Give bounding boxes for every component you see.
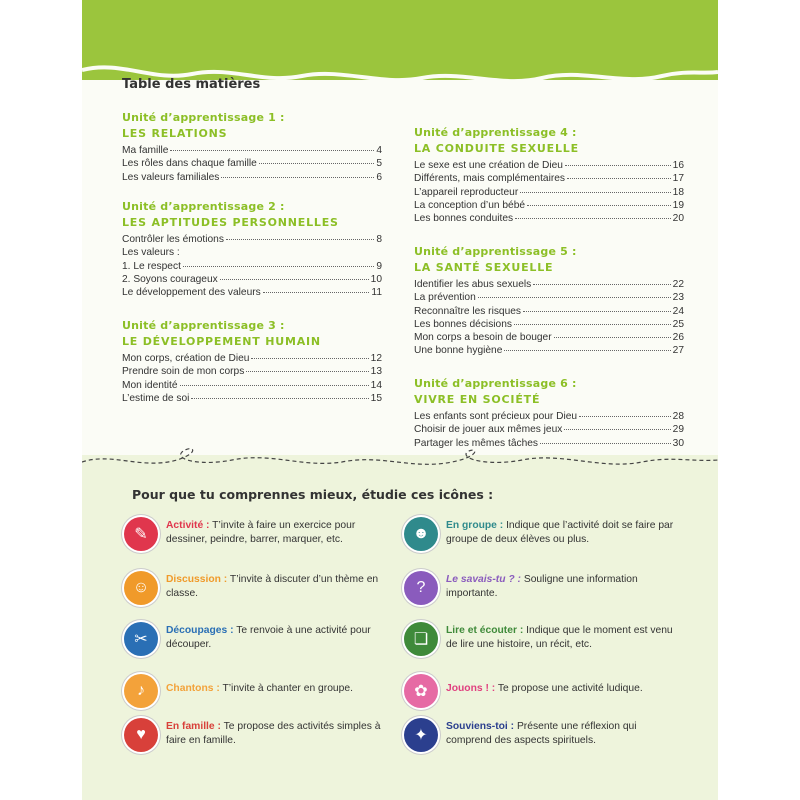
toc-entry-page: 30 — [672, 437, 684, 449]
toc-entry-page: 6 — [376, 171, 382, 183]
play-icon: ✿ — [404, 674, 438, 708]
leader-dots — [565, 165, 671, 166]
unit-title: LE DÉVELOPPEMENT HUMAIN — [122, 335, 321, 348]
unit-3 — [122, 319, 382, 405]
legend-desc: T’invite à faire un exercice pour dessiner, peindre, barrer, marquer, etc. — [166, 520, 356, 545]
legend-desc: T’invite à chanter en groupe. — [219, 683, 353, 694]
toc-entry[interactable] — [414, 437, 684, 450]
legend-desc: Présente une réflexion qui comprend des aspects spirituels. — [446, 721, 637, 746]
toc-entry-text: La prévention — [414, 292, 476, 304]
unit-item-list — [122, 352, 382, 405]
leader-dots — [220, 279, 369, 280]
unit-5 — [414, 245, 684, 358]
toc-entry-text: Le sexe est une création de Dieu — [414, 160, 563, 171]
legend-name: Activité : — [166, 520, 210, 531]
legend-desc: Te propose une activité ludique. — [495, 683, 643, 694]
toc-entry-text: Contrôler les émotions — [122, 234, 224, 245]
toc-entry-text: Une bonne hygiène — [414, 345, 503, 357]
leader-dots — [226, 239, 374, 240]
legend-name: Lire et écouter : — [446, 625, 524, 636]
toc-entry-text: Ma famille — [122, 145, 169, 156]
legend-souviens-toi — [404, 718, 676, 752]
leader-dots — [579, 416, 671, 417]
toc-entry-text: Partager les mêmes tâches — [414, 437, 539, 449]
unit-label: Unité d’apprentissage 1 : — [122, 111, 285, 124]
toc-entry[interactable] — [122, 260, 382, 273]
toc-entry-page: 18 — [672, 186, 684, 198]
leader-dots — [523, 311, 671, 312]
leader-dots — [554, 337, 671, 338]
toc-entry-text: Le développement des valeurs — [122, 287, 261, 299]
legend-text — [446, 718, 676, 748]
toc-entry-text: Les valeurs : — [122, 247, 180, 259]
toc-entry-text: 1. Le respect — [122, 260, 181, 272]
toc-entry-page: 27 — [672, 345, 684, 357]
toc-entry-text: L’estime de soi — [122, 392, 190, 404]
toc-entry[interactable] — [414, 278, 684, 291]
toc-entry[interactable] — [414, 199, 684, 212]
top-wave-decoration — [82, 40, 718, 110]
unit-label: Unité d’apprentissage 2 : — [122, 200, 285, 213]
toc-entry-page: 15 — [370, 392, 382, 404]
toc-entry-text: Mon identité — [122, 379, 178, 391]
toc-entry-text: Les valeurs familiales — [122, 171, 220, 183]
toc-entry-page: 5 — [376, 158, 382, 170]
toc-entry-page: 26 — [672, 332, 684, 344]
toc-entry[interactable] — [122, 379, 382, 392]
toc-entry[interactable] — [414, 159, 684, 172]
toc-entry-text: Les bonnes décisions — [414, 318, 512, 330]
toc-entry-text: Les enfants sont précieux pour Dieu — [414, 411, 578, 422]
leader-dots — [183, 266, 374, 267]
legend-lire-et-ecouter — [404, 622, 676, 656]
legend-text — [166, 517, 392, 547]
legend-text — [446, 622, 676, 652]
toc-entry[interactable] — [122, 273, 382, 286]
leader-dots — [221, 177, 374, 178]
legend-name: Chantons : — [166, 683, 220, 694]
toc-entry[interactable] — [414, 344, 684, 357]
legend-name: Le savais-tu ? : — [446, 574, 521, 585]
legend-jouons — [404, 674, 676, 708]
toc-entry[interactable] — [414, 305, 684, 318]
legend-text — [166, 571, 392, 601]
toc-entry[interactable] — [414, 318, 684, 331]
toc-entry[interactable] — [414, 423, 684, 436]
toc-entry[interactable] — [122, 233, 382, 246]
toc-entry-page: 25 — [672, 318, 684, 330]
toc-entry-text: Choisir de jouer aux mêmes jeux — [414, 424, 563, 436]
unit-item-list — [414, 159, 684, 225]
toc-entry-page: 19 — [672, 199, 684, 211]
unit-label: Unité d’apprentissage 6 : — [414, 377, 577, 390]
legend-text — [166, 674, 353, 696]
thinking-child-icon: ✦ — [404, 718, 438, 752]
toc-entry-page: 12 — [370, 353, 382, 364]
unit-title: VIVRE EN SOCIÉTÉ — [414, 393, 541, 406]
pencil-icon: ✎ — [124, 517, 158, 551]
legend-text — [446, 517, 676, 547]
legend-text — [446, 571, 676, 601]
toc-entry-page: 29 — [672, 424, 684, 436]
toc-entry-page: 4 — [376, 145, 382, 156]
legend-en-groupe — [404, 517, 676, 551]
leader-dots — [520, 192, 670, 193]
toc-entry[interactable] — [414, 186, 684, 199]
toc-title: Table des matières — [122, 77, 261, 92]
legend-discussion — [124, 571, 392, 605]
leader-dots — [478, 297, 671, 298]
unit-label: Unité d’apprentissage 3 : — [122, 319, 285, 332]
unit-title: LES RELATIONS — [122, 127, 228, 140]
page-margin-left — [0, 0, 82, 800]
question-icon: ? — [404, 571, 438, 605]
legend-desc: Te renvoie à une activité pour découper. — [166, 625, 371, 650]
legend-name: Discussion : — [166, 574, 228, 585]
toc-entry[interactable] — [414, 212, 684, 225]
legend-text — [166, 718, 392, 748]
toc-entry[interactable] — [122, 171, 382, 184]
legend-text — [166, 622, 392, 652]
legend-chantons — [124, 674, 392, 708]
leader-dots — [564, 429, 670, 430]
toc-entry-text: 2. Soyons courageux — [122, 273, 218, 285]
book-icon: ❏ — [404, 622, 438, 656]
toc-entry-text: Reconnaître les risques — [414, 305, 522, 317]
unit-title: LA CONDUITE SEXUELLE — [414, 142, 579, 155]
leader-dots — [251, 358, 368, 359]
unit-title: LA SANTÉ SEXUELLE — [414, 261, 554, 274]
toc-entry[interactable] — [122, 392, 382, 405]
legend-desc: Indique que l’activité doit se faire par groupe de deux élèves ou plus. — [446, 520, 674, 545]
toc-entry-text: Les rôles dans chaque famille — [122, 158, 257, 170]
toc-entry-page: 11 — [371, 287, 382, 299]
leader-dots — [259, 163, 375, 164]
scissors-icon: ✂ — [124, 622, 158, 656]
legend-name: Jouons ! : — [446, 683, 496, 694]
legend-name: Découpages : — [166, 625, 234, 636]
leader-dots — [191, 398, 368, 399]
unit-item-list — [122, 233, 382, 299]
toc-entry[interactable] — [122, 144, 382, 157]
singing-icon: ♪ — [124, 674, 158, 708]
legend-desc: Souligne une information importante. — [446, 574, 638, 599]
toc-entry[interactable] — [414, 172, 684, 185]
toc-entry-page: 22 — [672, 279, 684, 290]
leader-dots — [567, 178, 671, 179]
leader-dots — [263, 292, 370, 293]
toc-entry-page: 14 — [370, 379, 382, 391]
legend-text — [446, 674, 643, 696]
toc-entry-text: Mon corps, création de Dieu — [122, 353, 250, 364]
legend-name: En groupe : — [446, 520, 504, 531]
toc-entry-page: 20 — [672, 213, 684, 225]
toc-entry-text: Les bonnes conduites — [414, 213, 514, 225]
toc-entry[interactable] — [414, 331, 684, 344]
unit-label: Unité d’apprentissage 5 : — [414, 245, 577, 258]
family-icon: ♥ — [124, 718, 158, 752]
legend-desc: Indique que le moment est venu de lire une histoire, un récit, etc. — [446, 625, 673, 650]
unit-6 — [414, 377, 684, 450]
unit-1 — [122, 111, 382, 184]
leader-dots — [515, 218, 671, 219]
toc-entry-page: 28 — [672, 411, 684, 422]
toc-entry-text: Prendre soin de mon corps — [122, 366, 245, 378]
unit-item-list — [414, 410, 684, 450]
leader-dots — [170, 150, 374, 151]
toc-entry[interactable] — [122, 365, 382, 378]
toc-entry-text: Identifier les abus sexuels — [414, 279, 532, 290]
legend-desc: Te propose des activités simples à faire en famille. — [166, 721, 381, 746]
unit-4 — [414, 126, 684, 225]
toc-entry-text: Différents, mais complémentaires — [414, 173, 565, 185]
legend-name: Souviens-toi : — [446, 721, 515, 732]
leader-dots — [246, 371, 368, 372]
leader-dots — [540, 443, 671, 444]
toc-entry-page: 13 — [370, 366, 382, 378]
legend-name: En famille : — [166, 721, 221, 732]
legend-decoupages — [124, 622, 392, 656]
toc-entry[interactable] — [122, 352, 382, 365]
toc-entry-page: 17 — [672, 173, 684, 185]
unit-title: LES APTITUDES PERSONNELLES — [122, 216, 339, 229]
toc-entry[interactable] — [414, 410, 684, 423]
children-icon: ☺ — [124, 571, 158, 605]
unit-label: Unité d’apprentissage 4 : — [414, 126, 577, 139]
toc-entry-text: L’appareil reproducteur — [414, 186, 519, 198]
toc-entry[interactable] — [122, 286, 382, 299]
toc-entry-page: 16 — [672, 160, 684, 171]
unit-2 — [122, 200, 382, 299]
toc-entry-page: 9 — [376, 260, 382, 272]
unit-item-list — [122, 144, 382, 184]
legend-activite — [124, 517, 392, 551]
toc-entry-page: 24 — [672, 305, 684, 317]
toc-entry-page: 23 — [672, 292, 684, 304]
toc-entry-text: La conception d’un bébé — [414, 199, 526, 211]
page-margin-right — [718, 0, 800, 800]
toc-entry-text: Mon corps a besoin de bouger — [414, 332, 552, 344]
legend-desc: T’invite à discuter d’un thème en classe. — [166, 574, 379, 599]
toc-entry-page: 8 — [376, 234, 382, 245]
toc-entry-page: 10 — [370, 273, 382, 285]
toc-entry[interactable] — [414, 291, 684, 304]
leader-dots — [504, 350, 670, 351]
leader-dots — [514, 324, 671, 325]
toc-entry — [122, 246, 382, 259]
leader-dots — [533, 284, 670, 285]
legend-le-savais-tu — [404, 571, 676, 605]
toc-entry[interactable] — [122, 157, 382, 170]
leader-dots — [180, 385, 369, 386]
unit-item-list — [414, 278, 684, 358]
leader-dots — [527, 205, 671, 206]
icons-legend-title: Pour que tu comprennes mieux, étudie ces icônes : — [132, 487, 494, 502]
legend-en-famille — [124, 718, 392, 752]
group-icon: ☻ — [404, 517, 438, 551]
